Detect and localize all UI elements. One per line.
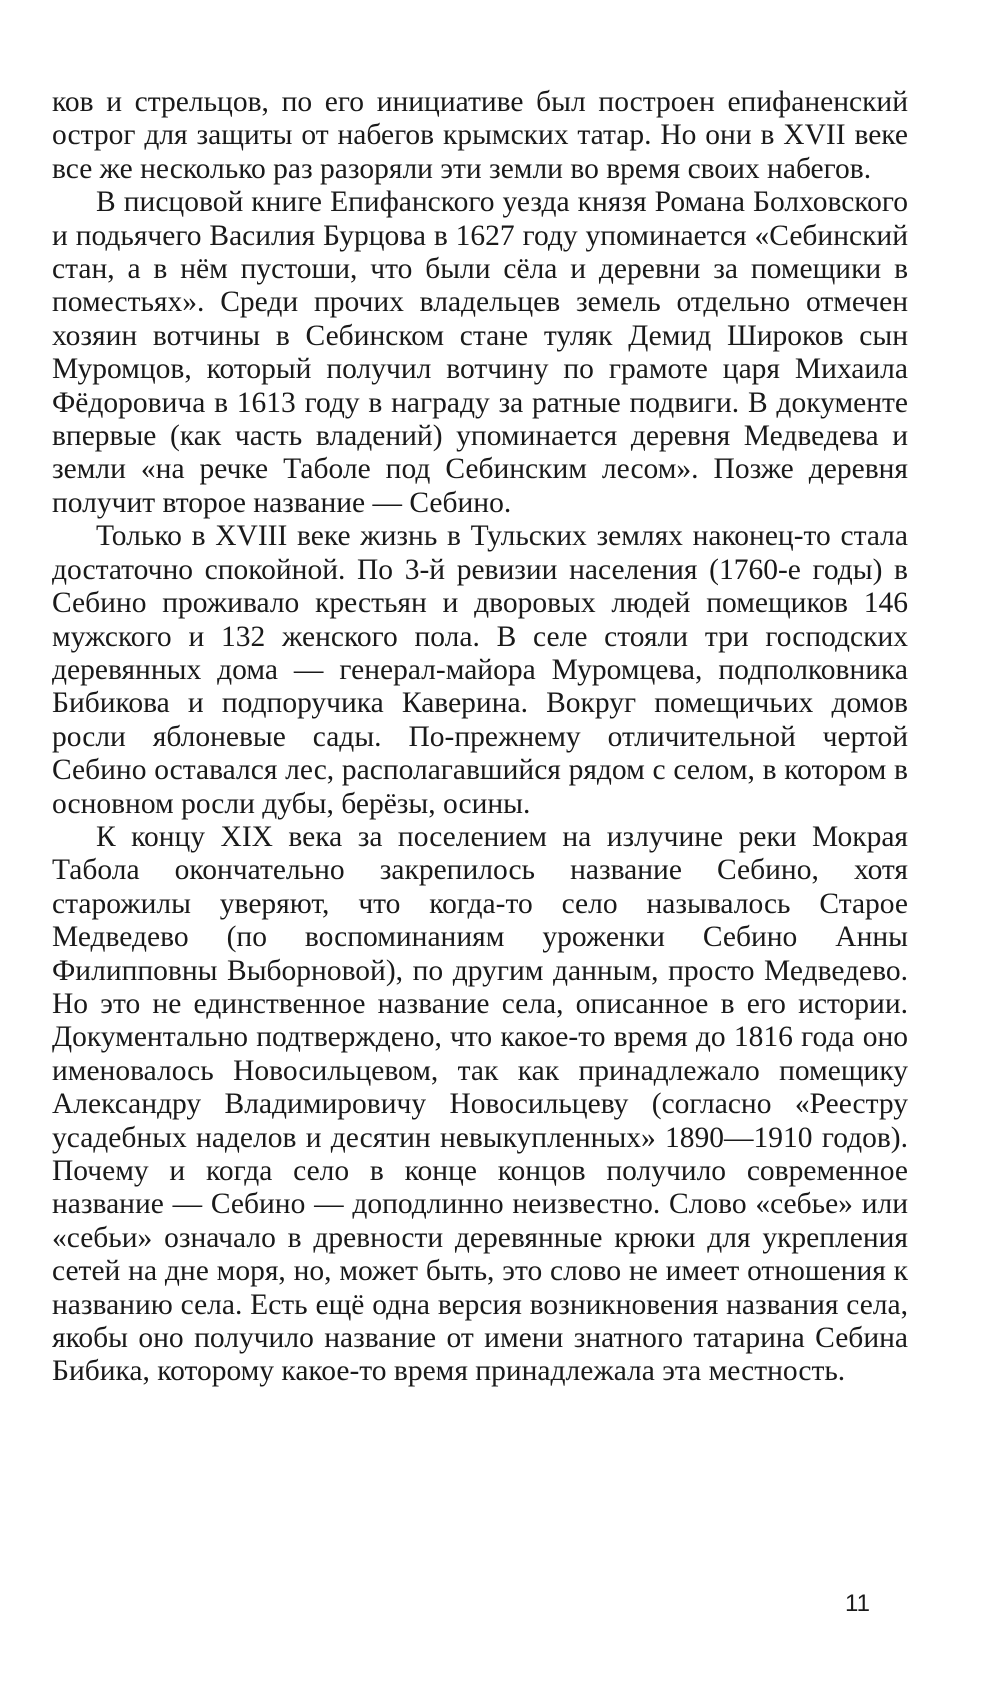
page-body <box>52 86 908 1389</box>
paragraph-1: ков и стрельцов, по его инициативе был построен епифаненский острог для защиты от набегов крымских татар. Но они в XVII веке все же несколько раз разоряли эти земли во время своих набегов. <box>52 86 908 185</box>
page-number: 11 <box>845 1590 870 1617</box>
paragraph-3: Только в XVIII веке жизнь в Тульских землях наконец-то стала достаточно спокойной. По 3-й ревизии населения (1760-е годы) в Себино проживало крестьян и дворовых людей помещиков 146 мужского и 132 женского пола. В селе стояли три господских деревянных дома — генерал-майора Муромцева, подполковника Бибикова и подпоручика Каверина. Вокруг помещичьих домов росли яблоневые сады. По-прежнему отличительной чертой Себино оставался лес, располагавшийся рядом с селом, в котором в основном росли дубы, берёзы, осины. <box>52 520 908 820</box>
paragraph-2: В писцовой книге Епифанского уезда князя Романа Болховского и подьячего Василия Бурцова в 1627 году упоминается «Себинский стан, а в нём пустоши, что были сёла и деревни за помещики в поместьях». Среди прочих владельцев земель отдельно отмечен хозяин вотчины в Себинском стане туляк Демид Широков сын Муромцов, который получил вотчину по грамоте царя Михаила Фёдоровича в 1613 году в награду за ратные подвиги. В документе впервые (как часть владений) упоминается деревня Медведева и земли «на речке Таболе под Себинским лесом». Позже деревня получит второе название — Себино. <box>52 186 908 519</box>
paragraph-4: К концу XIX века за поселением на излучине реки Мокрая Табола окончательно закрепилось название Себино, хотя старожилы уверяют, что когда-то село называлось Старое Медведево (по воспоминаниям уроженки Себино Анны Филипповны Выборновой), по другим данным, просто Медведево. Но это не единственное название села, описанное в его истории. Документально подтверждено, что какое-то время до 1816 года оно именовалось Новосильцевом, так как принадлежало помещику Александру Владимировичу Новосильцеву (согласно «Реестру усадебных наделов и десятин невыкупленных» 1890—1910 годов). Почему и когда село в конце концов получило современное название — Себино — доподлинно неизвестно. Слово «себье» или «себьи» означало в древности деревянные крюки для укрепления сетей на дне моря, но, может быть, это слово не имеет отношения к названию села. Есть ещё одна версия возникновения названия села, якобы оно получило название от имени знатного татарина Себина Бибика, которому какое-то время принадлежала эта местность. <box>52 820 908 1388</box>
